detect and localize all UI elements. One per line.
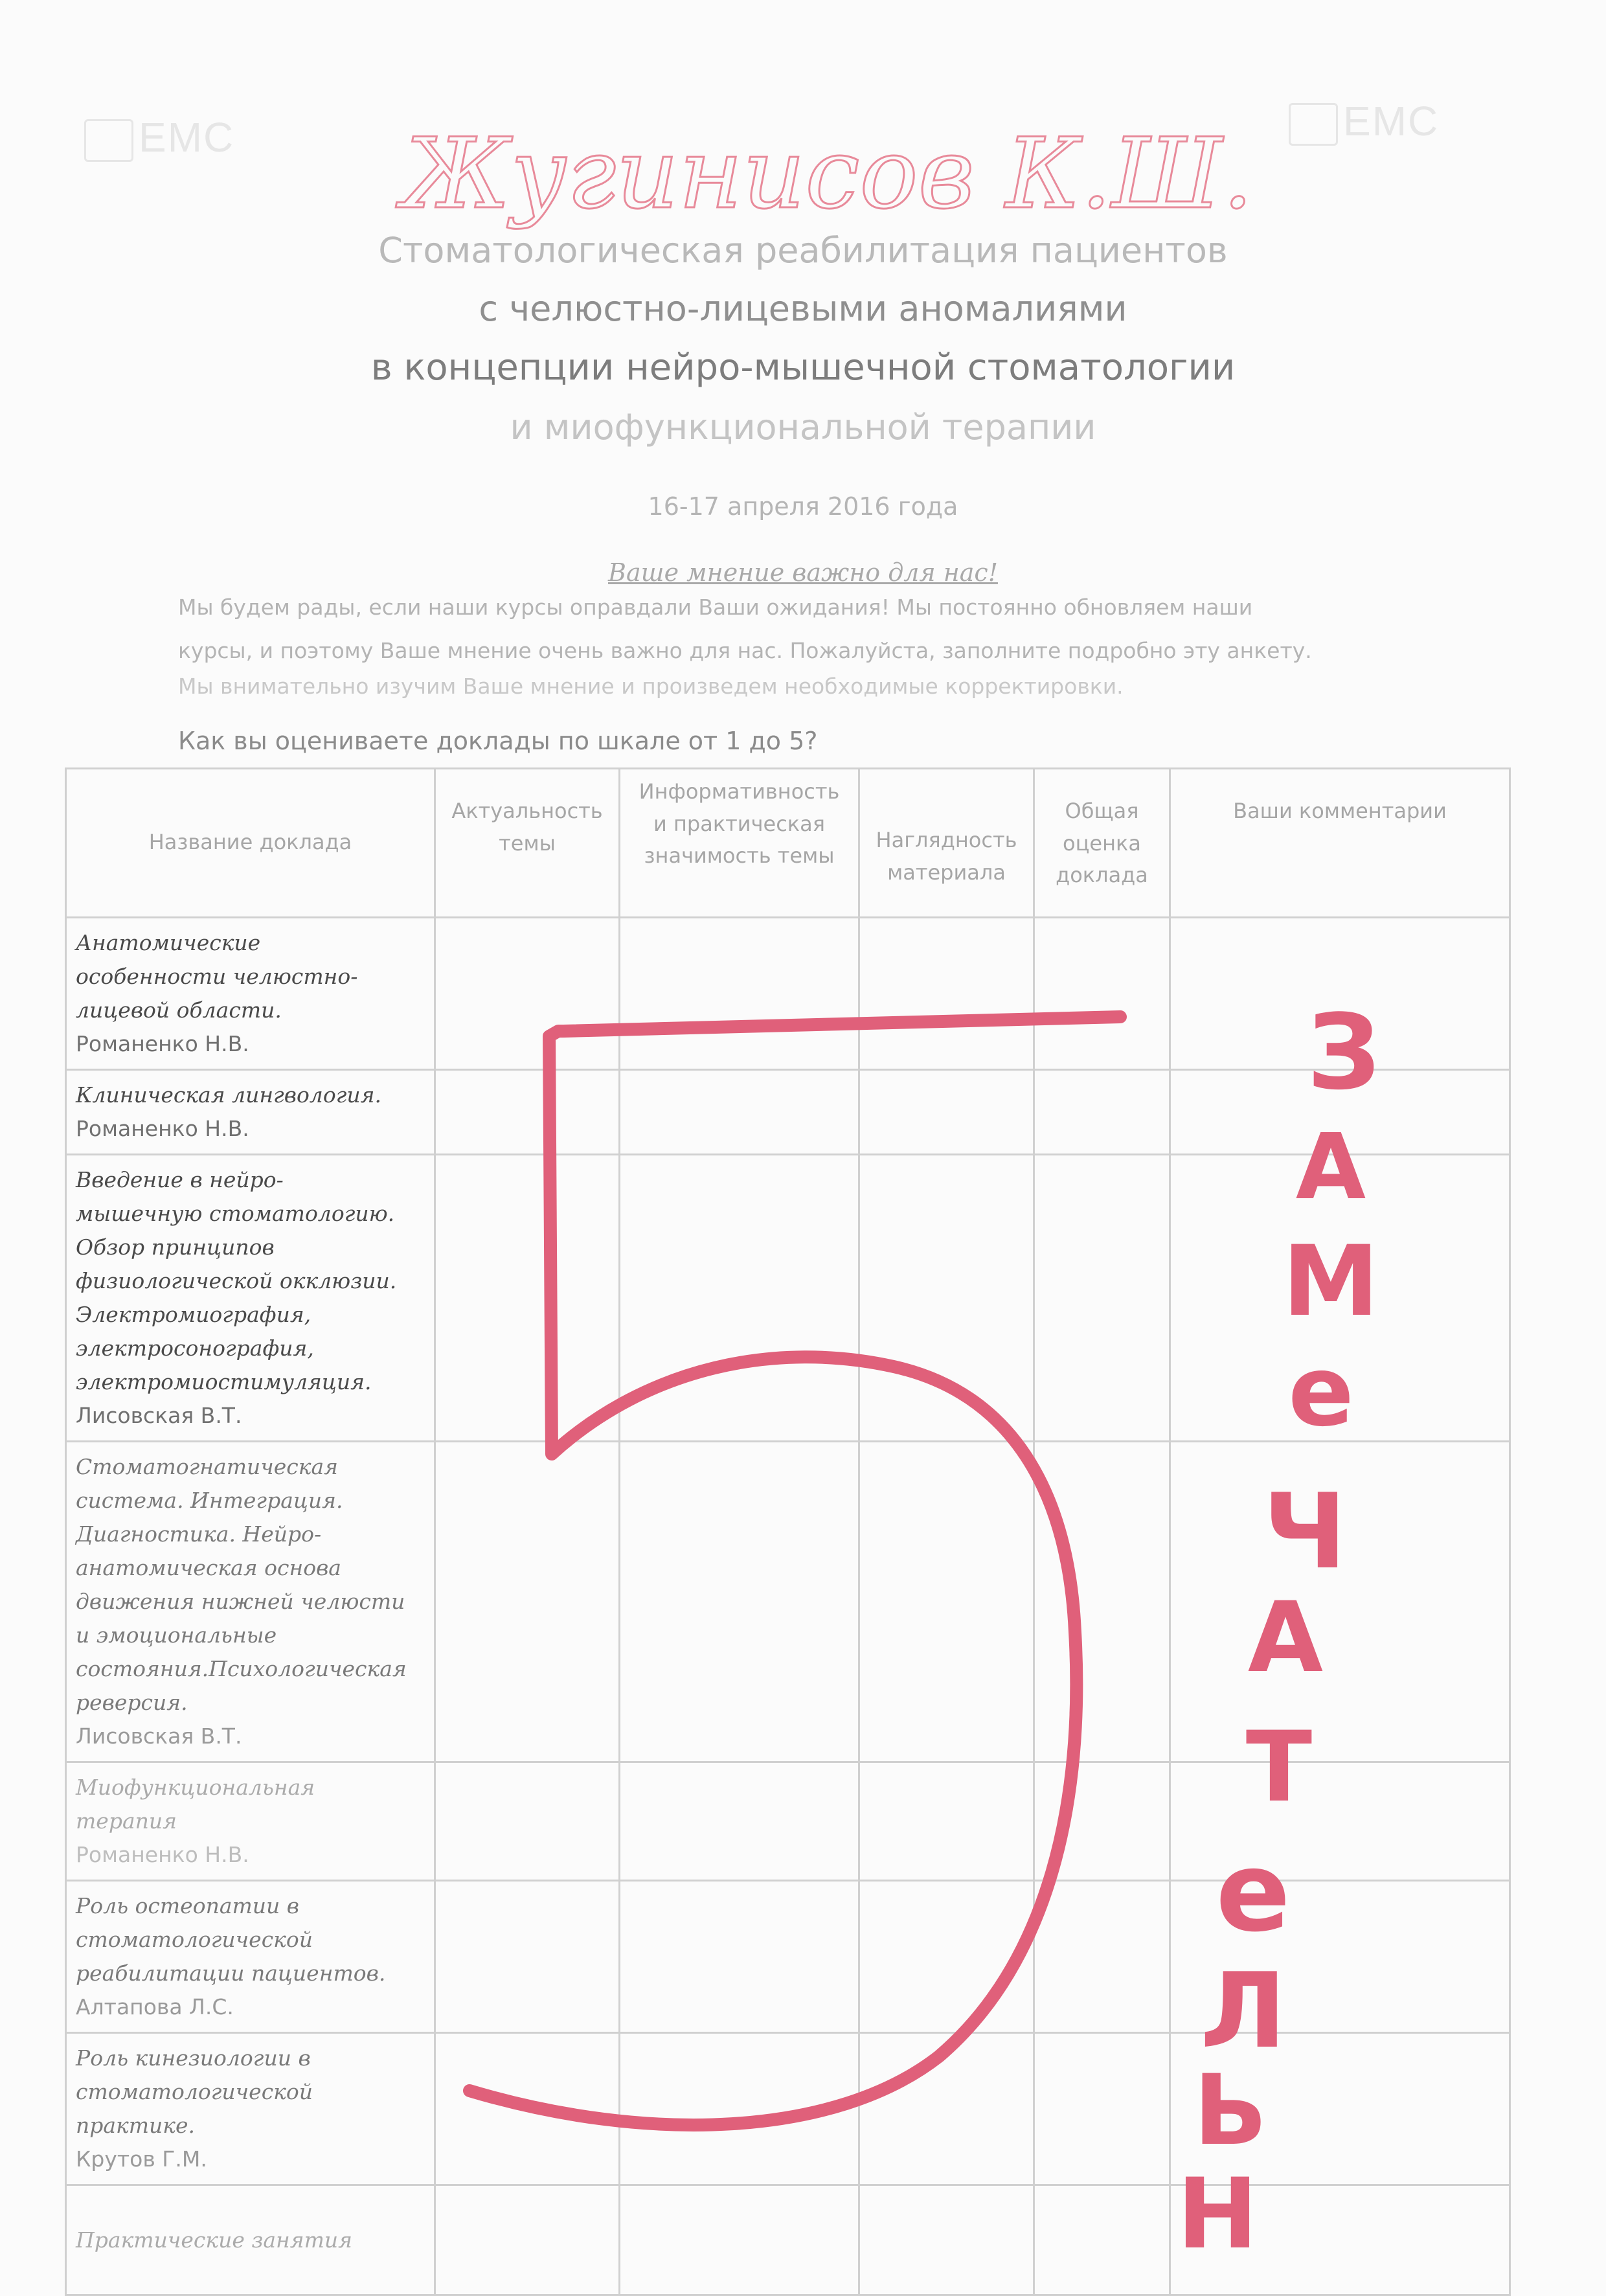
handwritten-signature: Жугинисов К.Ш. <box>402 118 1254 231</box>
talk-title-line: анатомическая основа <box>76 1555 341 1580</box>
header-comments: Ваши комментарии <box>1170 769 1510 918</box>
talk-title-line: Электромиография, <box>76 1302 311 1327</box>
motto: Ваше мнение важно для нас! <box>608 558 998 587</box>
talk-author: Крутов Г.М. <box>76 2146 207 2172</box>
talk-title-line: лицевой области. <box>76 997 282 1023</box>
talk-title-line: Диагностика. Нейро- <box>76 1521 322 1547</box>
intro-line-2: курсы, и поэтому Ваше мнение очень важно для нас. Пожалуйста, заполните подробно эту анкету. <box>178 638 1312 663</box>
talk-title-line: стоматологической <box>76 2079 313 2104</box>
talk-title-line: Анатомические <box>76 930 261 955</box>
talk-title-line: Роль остеопатии в <box>76 1893 300 1918</box>
talk-title-line: реабилитации пациентов. <box>76 1961 386 1986</box>
talk-title-line: реверсия. <box>76 1690 188 1715</box>
header-overall-rating: Общая оценка доклада <box>1034 769 1170 918</box>
event-date: 16-17 апреля 2016 года <box>648 492 958 521</box>
emc-logo-left: EMC <box>84 113 234 162</box>
talk-title-line: и эмоциональные <box>76 1622 277 1648</box>
header-relevance: Актуальность темы <box>435 769 620 918</box>
rating-question: Как вы оцениваете доклады по шкале от 1 до 5? <box>178 727 818 755</box>
talk-title-line: Клиническая лингвология. <box>76 1082 381 1108</box>
emc-logo-right: EMC <box>1289 97 1439 146</box>
handwritten-letter: е <box>1288 1336 1354 1448</box>
talk-title-line: мышечную стоматологию. <box>76 1201 395 1226</box>
handwritten-letter: З <box>1307 992 1381 1113</box>
talk-title-line: Миофункциональная <box>76 1775 315 1800</box>
talk-title-line: электросонография, <box>76 1336 314 1361</box>
talk-author: Лисовская В.Т. <box>76 1723 242 1749</box>
talk-title-line: Стоматогнатическая <box>76 1454 339 1479</box>
handwritten-letter: М <box>1282 1225 1379 1338</box>
talk-title-line: стоматологической <box>76 1927 313 1952</box>
talk-title-line: терапия <box>76 1808 177 1834</box>
title-line-3: в концепции нейро-мышечной стоматологии <box>370 347 1236 389</box>
talk-author: Алтапова Л.С. <box>76 1994 234 2019</box>
talk-title-line: электромиостимуляция. <box>76 1369 372 1394</box>
header-talk-title: Название доклада <box>66 769 435 918</box>
talk-title-line: практике. <box>76 2113 196 2138</box>
handwritten-digit-5 <box>469 1017 1120 2125</box>
handwritten-letter: Н <box>1177 2158 1258 2271</box>
talk-title-line: Обзор принципов <box>76 1234 275 1260</box>
handwritten-vertical-word <box>1177 992 1381 2271</box>
talk-title-line: движения нижней челюсти <box>76 1589 405 1614</box>
talk-title-line: физиологической окклюзии. <box>76 1268 397 1293</box>
talk-author: Романенко Н.В. <box>76 1842 249 1867</box>
handwritten-letter: Т <box>1245 1711 1313 1824</box>
title-line-2: с челюстно-лицевыми аномалиями <box>479 288 1127 329</box>
talk-title-line: Роль кинезиологии в <box>76 2045 311 2071</box>
talk-title-line: Практические занятия <box>76 2227 353 2253</box>
intro-line-3: Мы внимательно изучим Ваше мнение и произведем необходимые корректировки. <box>178 674 1124 699</box>
handwritten-letter: А <box>1295 1115 1366 1220</box>
handwritten-letter: е <box>1216 1828 1291 1957</box>
talk-title-line: состояния.Психологическая <box>76 1656 407 1681</box>
intro-line-1: Мы будем рады, если наши курсы оправдали Ваши ожидания! Мы постоянно обновляем наши <box>178 595 1253 620</box>
talk-title-line: Введение в нейро- <box>76 1167 284 1192</box>
title-line-1: Стоматологическая реабилитация пациентов <box>378 230 1228 271</box>
handwritten-letter: А <box>1247 1582 1324 1694</box>
talk-author: Романенко Н.В. <box>76 1031 249 1056</box>
title-line-4: и миофункциональной терапии <box>510 407 1096 448</box>
talk-author: Лисовская В.Т. <box>76 1403 242 1428</box>
handwritten-letter: Л <box>1200 1950 1287 2071</box>
handwritten-letter: Ь <box>1193 2054 1268 2167</box>
header-visual-clarity: Наглядность материала <box>859 769 1034 918</box>
talk-title-line: особенности челюстно- <box>76 964 358 989</box>
handwritten-letter: Ч <box>1263 1471 1347 1592</box>
talk-title-line: система. Интеграция. <box>76 1488 343 1513</box>
header-informativeness: Информативность и практическая значимость темы <box>620 769 859 918</box>
talk-author: Романенко Н.В. <box>76 1116 249 1141</box>
